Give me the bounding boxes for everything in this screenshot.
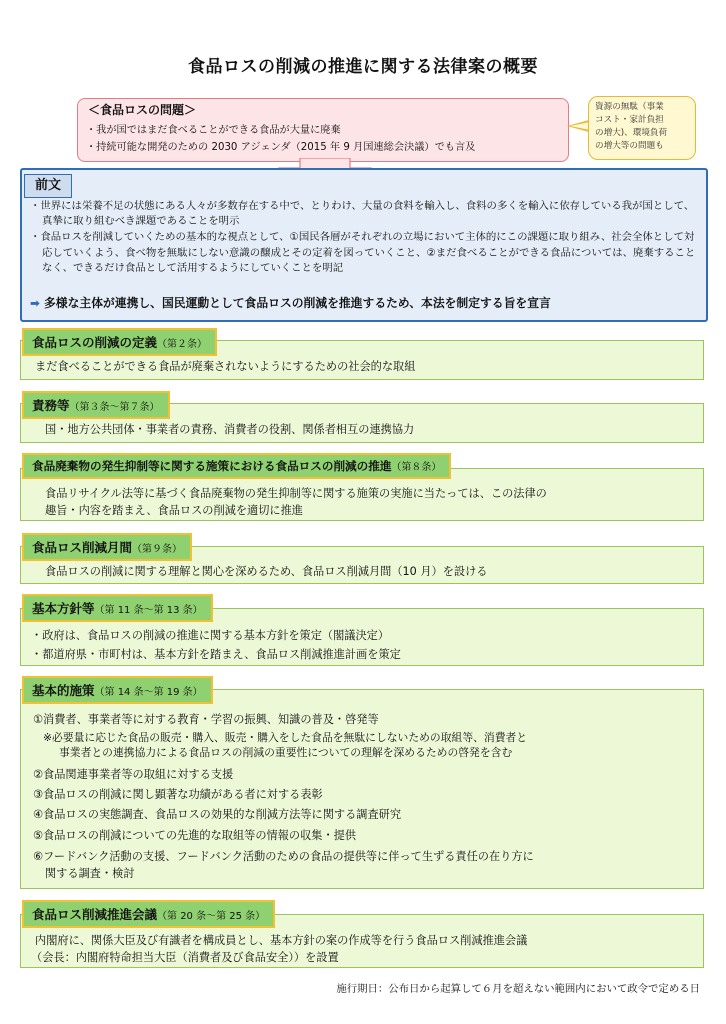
- section-title: 食品ロス削減月間: [32, 540, 133, 555]
- section-food-waste-tab: [22, 453, 451, 479]
- section-articles: （第３条～第７条）: [69, 402, 160, 413]
- section-articles: （第９条）: [132, 544, 183, 555]
- section-council-tab: [22, 900, 275, 928]
- section-line: ②食品関連事業者等の取組に対する支援: [33, 768, 234, 781]
- section-basic-policy-tab: [22, 594, 213, 622]
- section-title: 食品廃棄物の発生抑制等に関する施策における食品ロスの削減の推進: [32, 459, 392, 473]
- problem-heading: ＜食品ロスの問題＞: [88, 103, 197, 117]
- problem-line: ・持続可能な開発のための 2030 アジェンダ（2015 年 9 月国連総会決議）でも言及: [86, 142, 476, 153]
- preamble-paragraph: ・食品ロスを削減していくための基本的な視点として、①国民各層がそれぞれの立場において主体的にこの課題に取り組み、社会全体として対応していくよう、食べ物を無駄にしない意識の醸成とその定着を図っていくこと、②まだ食べることができる食品については、廃棄することなく、できるだけ食品として活用するようにしていくことを明記: [30, 231, 696, 274]
- section-line: ※必要量に応じた食品の販売・購入、販売・購入をした食品を無駄にしないための取組等、消費者と: [43, 731, 528, 744]
- preamble-conclusion: [30, 294, 551, 311]
- preamble-conclusion-text: 多様な主体が連携し、国民運動として食品ロスの削減を推進するため、本法を制定する旨を宣言: [44, 296, 551, 310]
- section-line: 関する調査・検討: [45, 867, 135, 880]
- page-title: 食品ロスの削減の推進に関する法律案の概要: [188, 57, 538, 77]
- section-line: ・都道府県・市町村は、基本方針を踏まえ、食品ロス削減推進計画を策定: [31, 648, 401, 661]
- section-basic-measures-tab: [22, 676, 213, 704]
- section-articles: （第２条）: [157, 339, 208, 350]
- problem-line: ・我が国ではまだ食べることができる食品が大量に廃棄: [86, 125, 341, 136]
- section-definition-tab: [22, 328, 217, 356]
- section-line: ・政府は、食品ロスの削減の推進に関する基本方針を策定（閣議決定）: [31, 629, 390, 642]
- preamble-text: [30, 199, 698, 277]
- section-title: 責務等: [32, 398, 70, 413]
- preamble-tab: 前文: [24, 174, 72, 198]
- section-month-tab: [22, 533, 192, 561]
- section-line: 内閣府に、関係大臣及び有識者を構成員とし、基本方針の案の作成等を行う食品ロス削減推進会議: [35, 934, 528, 947]
- section-articles: （第８条）: [391, 462, 442, 473]
- callout-line: の増大)、環境負荷: [595, 128, 668, 138]
- right-arrow-icon: ➡: [30, 296, 40, 310]
- section-line: （会長：内閣府特命担当大臣（消費者及び食品安全））を設置: [31, 951, 339, 964]
- section-line: 食品ロスの削減に関する理解と関心を深めるため、食品ロス削減月間（10 月）を設ける: [45, 565, 488, 578]
- section-line: ⑥フードバンク活動の支援、フードバンク活動のための食品の提供等に伴って生ずる責任の在り方に: [33, 850, 534, 863]
- problem-box: [77, 98, 569, 162]
- section-title: 基本的施策: [32, 683, 95, 698]
- section-line: ⑤食品ロスの削減についての先進的な取組等の情報の収集・提供: [33, 829, 357, 842]
- section-line: 趣旨・内容を踏まえ、食品ロスの削減を適切に推進: [45, 504, 303, 517]
- section-line: ③食品ロスの削減に関し顕著な功績がある者に対する表彰: [33, 788, 323, 801]
- callout-line: 資源の無駄（事業: [595, 102, 664, 112]
- section-line: ①消費者、事業者等に対する教育・学習の振興、知識の普及・啓発等: [33, 713, 379, 726]
- section-basic-measures-box: [20, 689, 704, 889]
- section-title: 食品ロスの削減の定義: [32, 335, 158, 350]
- callout-note: [588, 96, 696, 160]
- section-duties-tab: [22, 391, 170, 419]
- callout-line: の増大等の問題も: [595, 141, 664, 151]
- section-line: まだ食べることができる食品が廃棄されないようにするための社会的な取組: [35, 360, 416, 373]
- section-line: ④食品ロスの実態調査、食品ロスの効果的な削減方法等に関する調査研究: [33, 808, 402, 821]
- section-line: 事業者との連携協力による食品ロスの削減の重要性についての理解を深めるための啓発を含む: [59, 746, 513, 759]
- callout-line: コスト・家計負担: [595, 115, 664, 125]
- preamble-paragraph: ・世界には栄養不足の状態にある人々が多数存在する中で、とりわけ、大量の食料を輸入し、食料の多くを輸入に依存している我が国として、真摯に取り組むべき課題であることを明示: [30, 200, 695, 228]
- section-articles: （第 11 条～第 13 条）: [94, 605, 203, 616]
- section-line: 国・地方公共団体・事業者の責務、消費者の役割、関係者相互の連携協力: [45, 423, 415, 436]
- section-title: 食品ロス削減推進会議: [32, 907, 158, 922]
- callout-pointer-fill: [570, 122, 590, 130]
- section-articles: （第 20 条～第 25 条）: [157, 911, 266, 922]
- section-title: 基本方針等: [32, 601, 95, 616]
- effective-date-note: 施行期日：公布日から起算して６月を超えない範囲内において政令で定める日: [336, 983, 700, 995]
- section-line: 食品リサイクル法等に基づく食品廃棄物の発生抑制等に関する施策の実施に当たっては、この法律の: [45, 487, 547, 500]
- section-articles: （第 14 条～第 19 条）: [94, 687, 203, 698]
